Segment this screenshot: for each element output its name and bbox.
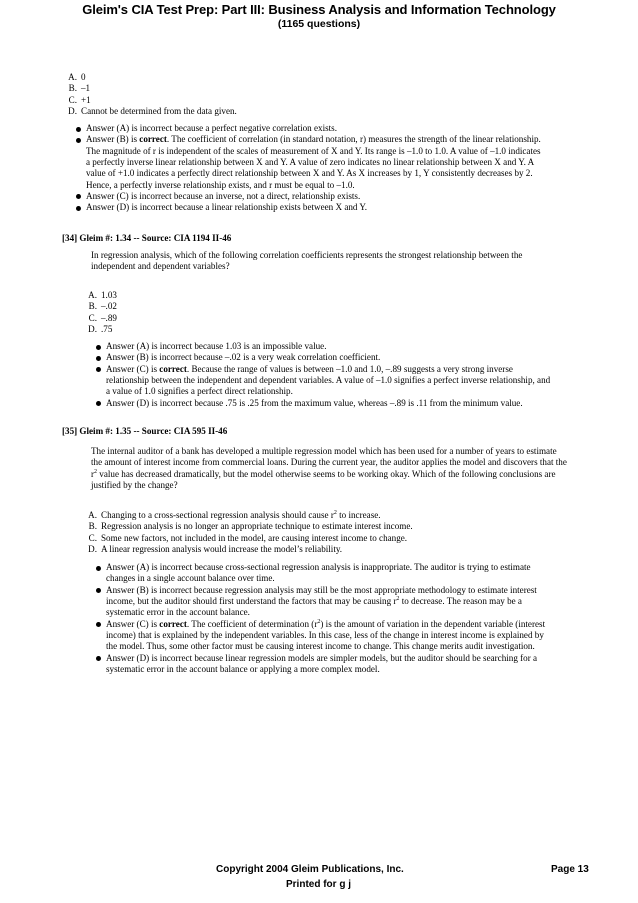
explanation-a: Answer (A) is incorrect because cross-sectional regression analysis is inappropriate. The auditor is trying to estimate changes in a single account balance over time. <box>94 562 556 585</box>
option-a: A. 1.03 <box>88 290 117 300</box>
option-a: A. Changing to a cross-sectional regression analysis should cause $r^2$ to increase. <box>88 509 381 520</box>
answer-explanations <box>94 562 556 675</box>
question-35-block <box>86 510 586 675</box>
option-a: A. 0 <box>68 72 86 82</box>
option-c: C. Some new factors, not included in the model, are causing interest income to change. <box>88 532 408 543</box>
option-b: B. Regression analysis is no longer an appropriate technique to estimate interest income. <box>88 521 413 532</box>
explanation-d: Answer (D) is incorrect because .75 is .25 from the maximum value, whereas –.89 is .11 from the minimum value. <box>94 398 554 409</box>
explanation-a: Answer (A) is incorrect because 1.03 is an impossible value. <box>94 341 554 352</box>
explanation-b: Answer (B) is incorrect because regression analysis may still be the most appropriate methodology to estimate interest income, but the auditor should first understand the factors that may be causing $r^2$ to decrease. The reason may be a systematic error in the account balance. <box>94 585 556 619</box>
answer-options <box>66 72 586 117</box>
question-34-heading: [34] Gleim #: 1.34 -- Source: CIA 1194 II-46 <box>62 233 232 243</box>
option-d: D. Cannot be determined from the data given. <box>68 105 237 116</box>
printed-for: Printed for g j <box>286 879 351 890</box>
option-d: D. A linear regression analysis would increase the model’s reliability. <box>88 543 343 554</box>
option-d: D. .75 <box>88 323 113 334</box>
explanation-d: Answer (D) is incorrect because a linear relationship exists between X and Y. <box>74 202 544 213</box>
answer-explanations <box>94 341 554 409</box>
explanation-b: Answer (B) is incorrect because –.02 is a very weak correlation coefficient. <box>94 352 554 363</box>
question-33-block <box>66 72 586 214</box>
copyright-notice: Copyright 2004 Gleim Publications, Inc. <box>216 864 404 875</box>
question-35-heading: [35] Gleim #: 1.35 -- Source: CIA 595 II-46 <box>62 426 228 436</box>
option-b: B. –.02 <box>88 301 117 312</box>
explanation-d: Answer (D) is incorrect because linear regression models are simpler models, but the auditor should be searching for a systematic error in the account balance or applying a more complex model. <box>94 653 556 676</box>
answer-explanations <box>74 123 544 213</box>
question-34-block <box>86 290 586 409</box>
document-title: Gleim's CIA Test Prep: Part III: Business Analysis and Information Technology <box>82 2 556 17</box>
explanation-b: Answer (B) is correct. The coefficient of correlation (in standard notation, r) measures the strength of the linear relationship. The magnitude of r is independent of the scales of measurement of X and Y. Its range is –1.0 to 1.0. A value of –1.0 indicates a perfectly inverse linear relationship between X and Y. A value of zero indicates no linear relationship between X and Y. A value of +1.0 indicates a perfectly direct relationship between X and Y. As X increases by 1, Y consistently decreases by 2. Hence, a perfectly inverse relationship exists, and r must be equal to –1.0. <box>74 134 544 190</box>
explanation-c: Answer (C) is correct. Because the range of values is between –1.0 and 1.0, –.89 suggests a very strong inverse relationship between the independent and dependent variables. A value of –1.0 signifies a perfect inverse relationship, and a value of 1.0 signifies a perfect direct relationship. <box>94 364 554 398</box>
option-c: C. +1 <box>68 94 91 105</box>
answer-options <box>86 510 586 555</box>
option-c: C. –.89 <box>88 312 117 323</box>
question-34-stem: In regression analysis, which of the following correlation coefficients represents the strongest relationship between the independent and dependent variables? <box>91 250 523 272</box>
question-35-stem: The internal auditor of a bank has developed a multiple regression model which has been used for a number of years to estimate the amount of interest income from commercial loans. During the current year, the auditor applies the model and discovers that the $r^2$ value has decreased dramatically, but the model otherwise seems to be working okay. Which of the following conclusions are justified by the change? <box>91 446 567 490</box>
explanation-c: Answer (C) is correct. The coefficient of determination $(r^2)$ is the amount of variation in the dependent variable (interest income) that is explained by the independent variables. In this case, less of the change in interest income is explained by the model. Thus, some other factor must be causing interest income to change. This change merits audit investigation. <box>94 619 556 653</box>
explanation-a: Answer (A) is incorrect because a perfect negative correlation exists. <box>74 123 544 134</box>
option-b: B. –1 <box>68 83 91 94</box>
answer-options <box>86 290 586 335</box>
question-count: (1165 questions) <box>277 18 361 30</box>
explanation-c: Answer (C) is incorrect because an inverse, not a direct, relationship exists. <box>74 191 544 202</box>
page-number: Page 13 <box>551 864 589 875</box>
